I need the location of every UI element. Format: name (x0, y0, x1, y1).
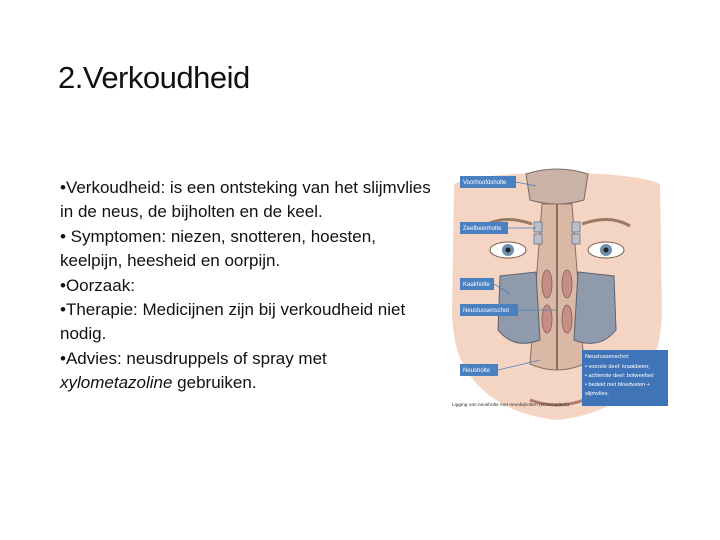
bullet-text: Oorzaak: (65, 275, 135, 295)
info-box (582, 350, 668, 406)
bullet-marker: • (60, 178, 66, 197)
info-box-line: slijmvlies. (585, 391, 609, 397)
bullet-marker: • (60, 226, 66, 246)
bullet-list (60, 176, 440, 396)
info-box-line: • voorste deel: kraakbeen; (585, 364, 650, 370)
bullet-item (60, 225, 440, 274)
label-text: Voorhoofdsholte (463, 180, 507, 186)
bullet-item (60, 298, 440, 347)
bullet-marker: • (60, 275, 66, 295)
bullet-text: gebruiken. (172, 373, 257, 393)
bullet-text: Advies: neusdruppels of spray met (65, 348, 327, 368)
bullet-text: Verkoudheid: is een ontsteking van het slijmvlies in de neus, de bijholten en de keel. (60, 178, 431, 222)
bullet-item (60, 176, 440, 225)
frontal-sinus (526, 169, 588, 204)
info-box-line: • bedekt met bloedvaten + (585, 382, 650, 388)
label-text: Kaakholte (463, 282, 490, 288)
label-text: Zeefbeenholte (463, 226, 502, 232)
bullet-text: Symptomen: niezen, snotteren, hoesten, keelpijn, heesheid en oorpijn. (60, 226, 376, 271)
face-diagram (444, 164, 670, 420)
maxillary-sinus-right (574, 272, 616, 343)
info-box-title: Neustussenschot: (585, 354, 630, 360)
info-box-line: • achterste deel: botweefsel (585, 373, 654, 379)
label-text: Neusholte (463, 368, 491, 374)
label-text: Neustussenschot (463, 308, 510, 314)
bullet-text-italic: xylometazoline (60, 373, 173, 393)
sinus-illustration (444, 164, 670, 420)
bullet-item (60, 274, 440, 298)
figure-caption: Ligging van neusholte met neusbijholten (schematisch) (452, 403, 569, 408)
slide-title: 2.Verkoudheid (58, 60, 250, 95)
bullet-marker: • (60, 300, 66, 320)
bullet-marker: • (60, 348, 66, 368)
bullet-text: Therapie: Medicijnen zijn bij verkoudheid niet nodig. (60, 300, 406, 344)
bullet-item (60, 347, 440, 396)
